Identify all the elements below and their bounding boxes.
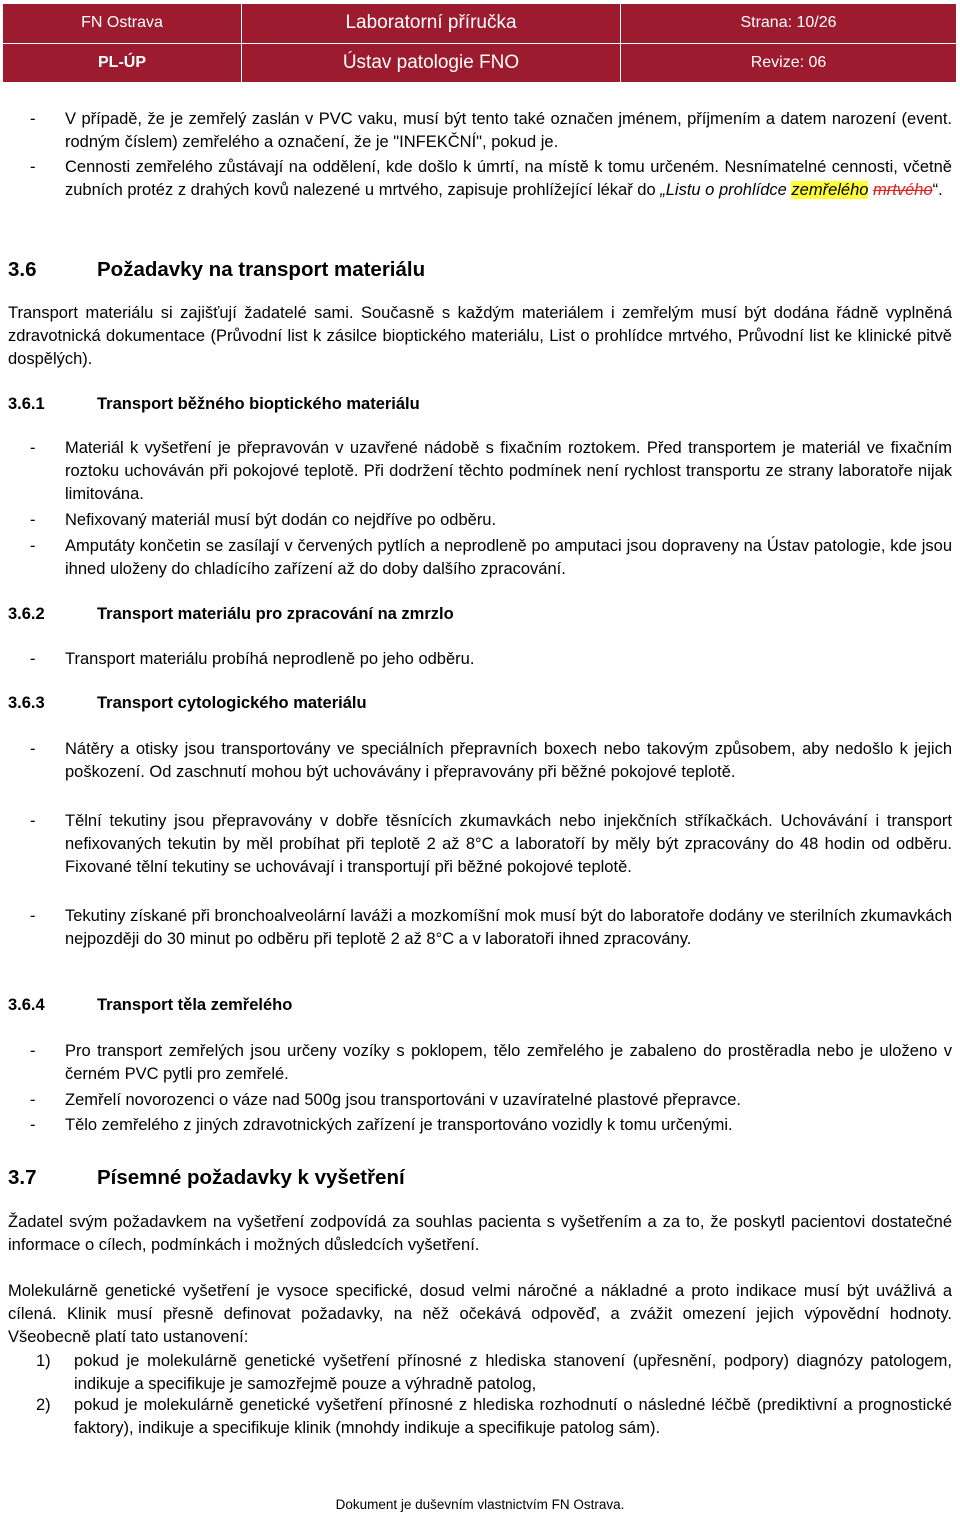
bullet-dash: - xyxy=(30,740,36,758)
bullet-text: Tělní tekutiny jsou přepravovány v dobře těsnících zkumavkách nebo injekčních stříkačkách. Uchovávání i transport nefixovaných tekutin by měl probíhat při teplotě 2 až 8°C a laboratoří by měly být zpracovány do 48 hodin od odběru. Fixované tělní tekutiny se uchovávají i transportují při běžné pokojové teplotě. xyxy=(65,812,952,876)
list-item xyxy=(8,738,952,808)
bullet-dash: - xyxy=(30,650,36,668)
valuables-sentence-cont: Nesnímatelné cennosti, včetně zubních protéz z drahých kovů nalezené u mrtvého, zapisuje prohlížející lékař do xyxy=(65,158,952,199)
section-title: Transport cytologického materiálu xyxy=(97,694,367,712)
page-footer: Dokument je duševním vlastnictvím FN Ostrava. xyxy=(335,1497,625,1512)
bullet-dash: - xyxy=(30,812,36,830)
list-item xyxy=(8,810,952,902)
bullet-dash: - xyxy=(30,158,36,176)
bullet-dash: - xyxy=(30,511,36,529)
struck-word: mrtvého xyxy=(873,181,933,199)
item-number: 2) xyxy=(36,1396,51,1414)
list-item xyxy=(8,1040,952,1086)
header-org: FN Ostrava xyxy=(3,4,242,44)
bullet-dash: - xyxy=(30,1042,36,1060)
header-dept-code: PL-ÚP xyxy=(3,43,242,83)
page-header xyxy=(2,3,957,83)
list-item xyxy=(8,648,952,671)
list-item xyxy=(8,156,952,226)
bullet-text: V případě, že je zemřelý zaslán v PVC vaku, musí být tento také označen jménem, příjmením a datem narození (event. rodným číslem) zemřelého a označení, že je "INFEKČNÍ", pokud je. xyxy=(65,110,952,151)
item-text: pokud je molekulárně genetické vyšetření přínosné z hlediska rozhodnutí o následné léčbě (prediktivní a prognostické faktory), indikuje a specifikuje klinik (mnohdy indikuje a specifikuje patolog sám). xyxy=(74,1396,952,1437)
section-title: Transport těla zemřelého xyxy=(97,996,293,1014)
bullet-text: Zemřelí novorozenci o váze nad 500g jsou transportováni v uzavíratelné plastové přepravce. xyxy=(65,1091,741,1109)
bullet-text: Tělo zemřelého z jiných zdravotnických zařízení je transportováno vozidly k tomu určenými. xyxy=(65,1116,733,1134)
list-item xyxy=(8,1114,952,1137)
valuables-sentence: Cennosti zemřelého zůstávají na oddělení, kde došlo k úmrtí, na místě k tomu určeném. xyxy=(65,158,719,176)
bullet-text: Transport materiálu probíhá neprodleně po jeho odběru. xyxy=(65,650,475,668)
header-revision: Revize: 06 xyxy=(621,43,957,83)
bullet-dash: - xyxy=(30,110,36,128)
list-item xyxy=(8,535,952,581)
bullet-dash: - xyxy=(30,1116,36,1134)
highlighted-word: zemřelého xyxy=(791,181,869,199)
item-text: pokud je molekulárně genetické vyšetření přínosné z hlediska stanovení (upřesnění, podpory) diagnózy patologem, indikuje a specifikuje je samozřejmě pouze a výhradně patolog, xyxy=(74,1352,952,1393)
bullet-text: Amputáty končetin se zasílají v červených pytlích a neprodleně po amputaci jsou dopraveny na Ústav patologie, kde jsou ihned uloženy do chladícího zařízení až do doby dalšího zpracování. xyxy=(65,537,952,578)
bullet-text: Materiál k vyšetření je přepravován v uzavřené nádobě s fixačním roztokem. Před transportem je materiál ve fixačním roztoku uchováván při pokojové teplotě. Při dodržení těchto podmínek není rychlost transportu ze strany laboratoře nijak limitována. xyxy=(65,439,952,503)
paragraph: Molekulárně genetické vyšetření je vysoce specifické, dosud velmi náročné a nákladné a proto indikace musí být uvážlivá a cílená. Klinik musí přesně definovat požadavky, na něž očekává odpověď, a zvážit omezení jejich výpovědní hodnoty. Všeobecně platí tato ustanovení: xyxy=(8,1282,952,1346)
numbered-item xyxy=(8,1350,952,1396)
bullet-text: Nátěry a otisky jsou transportovány ve speciálních přepravních boxech nebo takovým způsobem, aby nedošlo k jejich poškození. Od zaschnutí mohou být uchovávány i přepravovány při běžné pokojové teplotě. xyxy=(65,740,952,781)
section-title: Písemné požadavky k vyšetření xyxy=(97,1166,405,1189)
bullet-dash: - xyxy=(30,1091,36,1109)
list-item xyxy=(8,905,952,975)
list-item xyxy=(8,509,952,532)
section-title: Transport materiálu pro zpracování na zmrzlo xyxy=(97,605,454,623)
list-title: „Listu o prohlídce xyxy=(660,181,792,199)
paragraph: Transport materiálu si zajišťují žadatelé sami. Současně s každým materiálem i zemřelým musí být dodána řádně vyplněná zdravotnická dokumentace (Průvodní list k zásilce bioptického materiálu, List o prohlídce mrtvého, Průvodní list ke klinické pitvě dospělých). xyxy=(8,304,952,368)
header-doc-title: Laboratorní příručka xyxy=(242,4,621,44)
list-title-end: “. xyxy=(932,181,943,199)
bullet-dash: - xyxy=(30,537,36,555)
section-number: 3.6.3 xyxy=(8,694,45,712)
section-number: 3.6.2 xyxy=(8,605,45,623)
list-item xyxy=(8,437,952,507)
bullet-dash: - xyxy=(30,907,36,925)
section-number: 3.7 xyxy=(8,1166,37,1189)
bullet-text: Tekutiny získané při bronchoalveolární laváži a mozkomíšní mok musí být do laboratoře dodány ve sterilních zkumavkách nejpozději do 30 minut po odběru při teplotě 2 až 8°C a v laboratoři ihned zpracovány. xyxy=(65,907,952,948)
bullet-text xyxy=(65,156,952,202)
numbered-item xyxy=(8,1394,952,1464)
section-title: Požadavky na transport materiálu xyxy=(97,258,426,281)
bullet-text: Pro transport zemřelých jsou určeny vozíky s poklopem, tělo zemřelého je zabaleno do prostěradla nebo je uloženo v černém PVC pytli pro zemřelé. xyxy=(65,1042,952,1083)
section-number: 3.6.4 xyxy=(8,996,45,1014)
section-number: 3.6 xyxy=(8,258,37,281)
list-item xyxy=(8,1089,952,1112)
list-item xyxy=(8,108,952,154)
header-page: Strana: 10/26 xyxy=(621,4,957,44)
bullet-text: Nefixovaný materiál musí být dodán co nejdříve po odběru. xyxy=(65,511,497,529)
item-number: 1) xyxy=(36,1352,51,1370)
bullet-dash: - xyxy=(30,439,36,457)
section-title: Transport běžného bioptického materiálu xyxy=(97,395,420,413)
paragraph: Žadatel svým požadavkem na vyšetření zodpovídá za souhlas pacienta s vyšetřením a za to, že poskytl pacientovi dostatečné informace o cílech, podmínkách i možných důsledcích vyšetření. xyxy=(8,1213,952,1254)
header-institute: Ústav patologie FNO xyxy=(242,43,621,83)
section-number: 3.6.1 xyxy=(8,395,45,413)
